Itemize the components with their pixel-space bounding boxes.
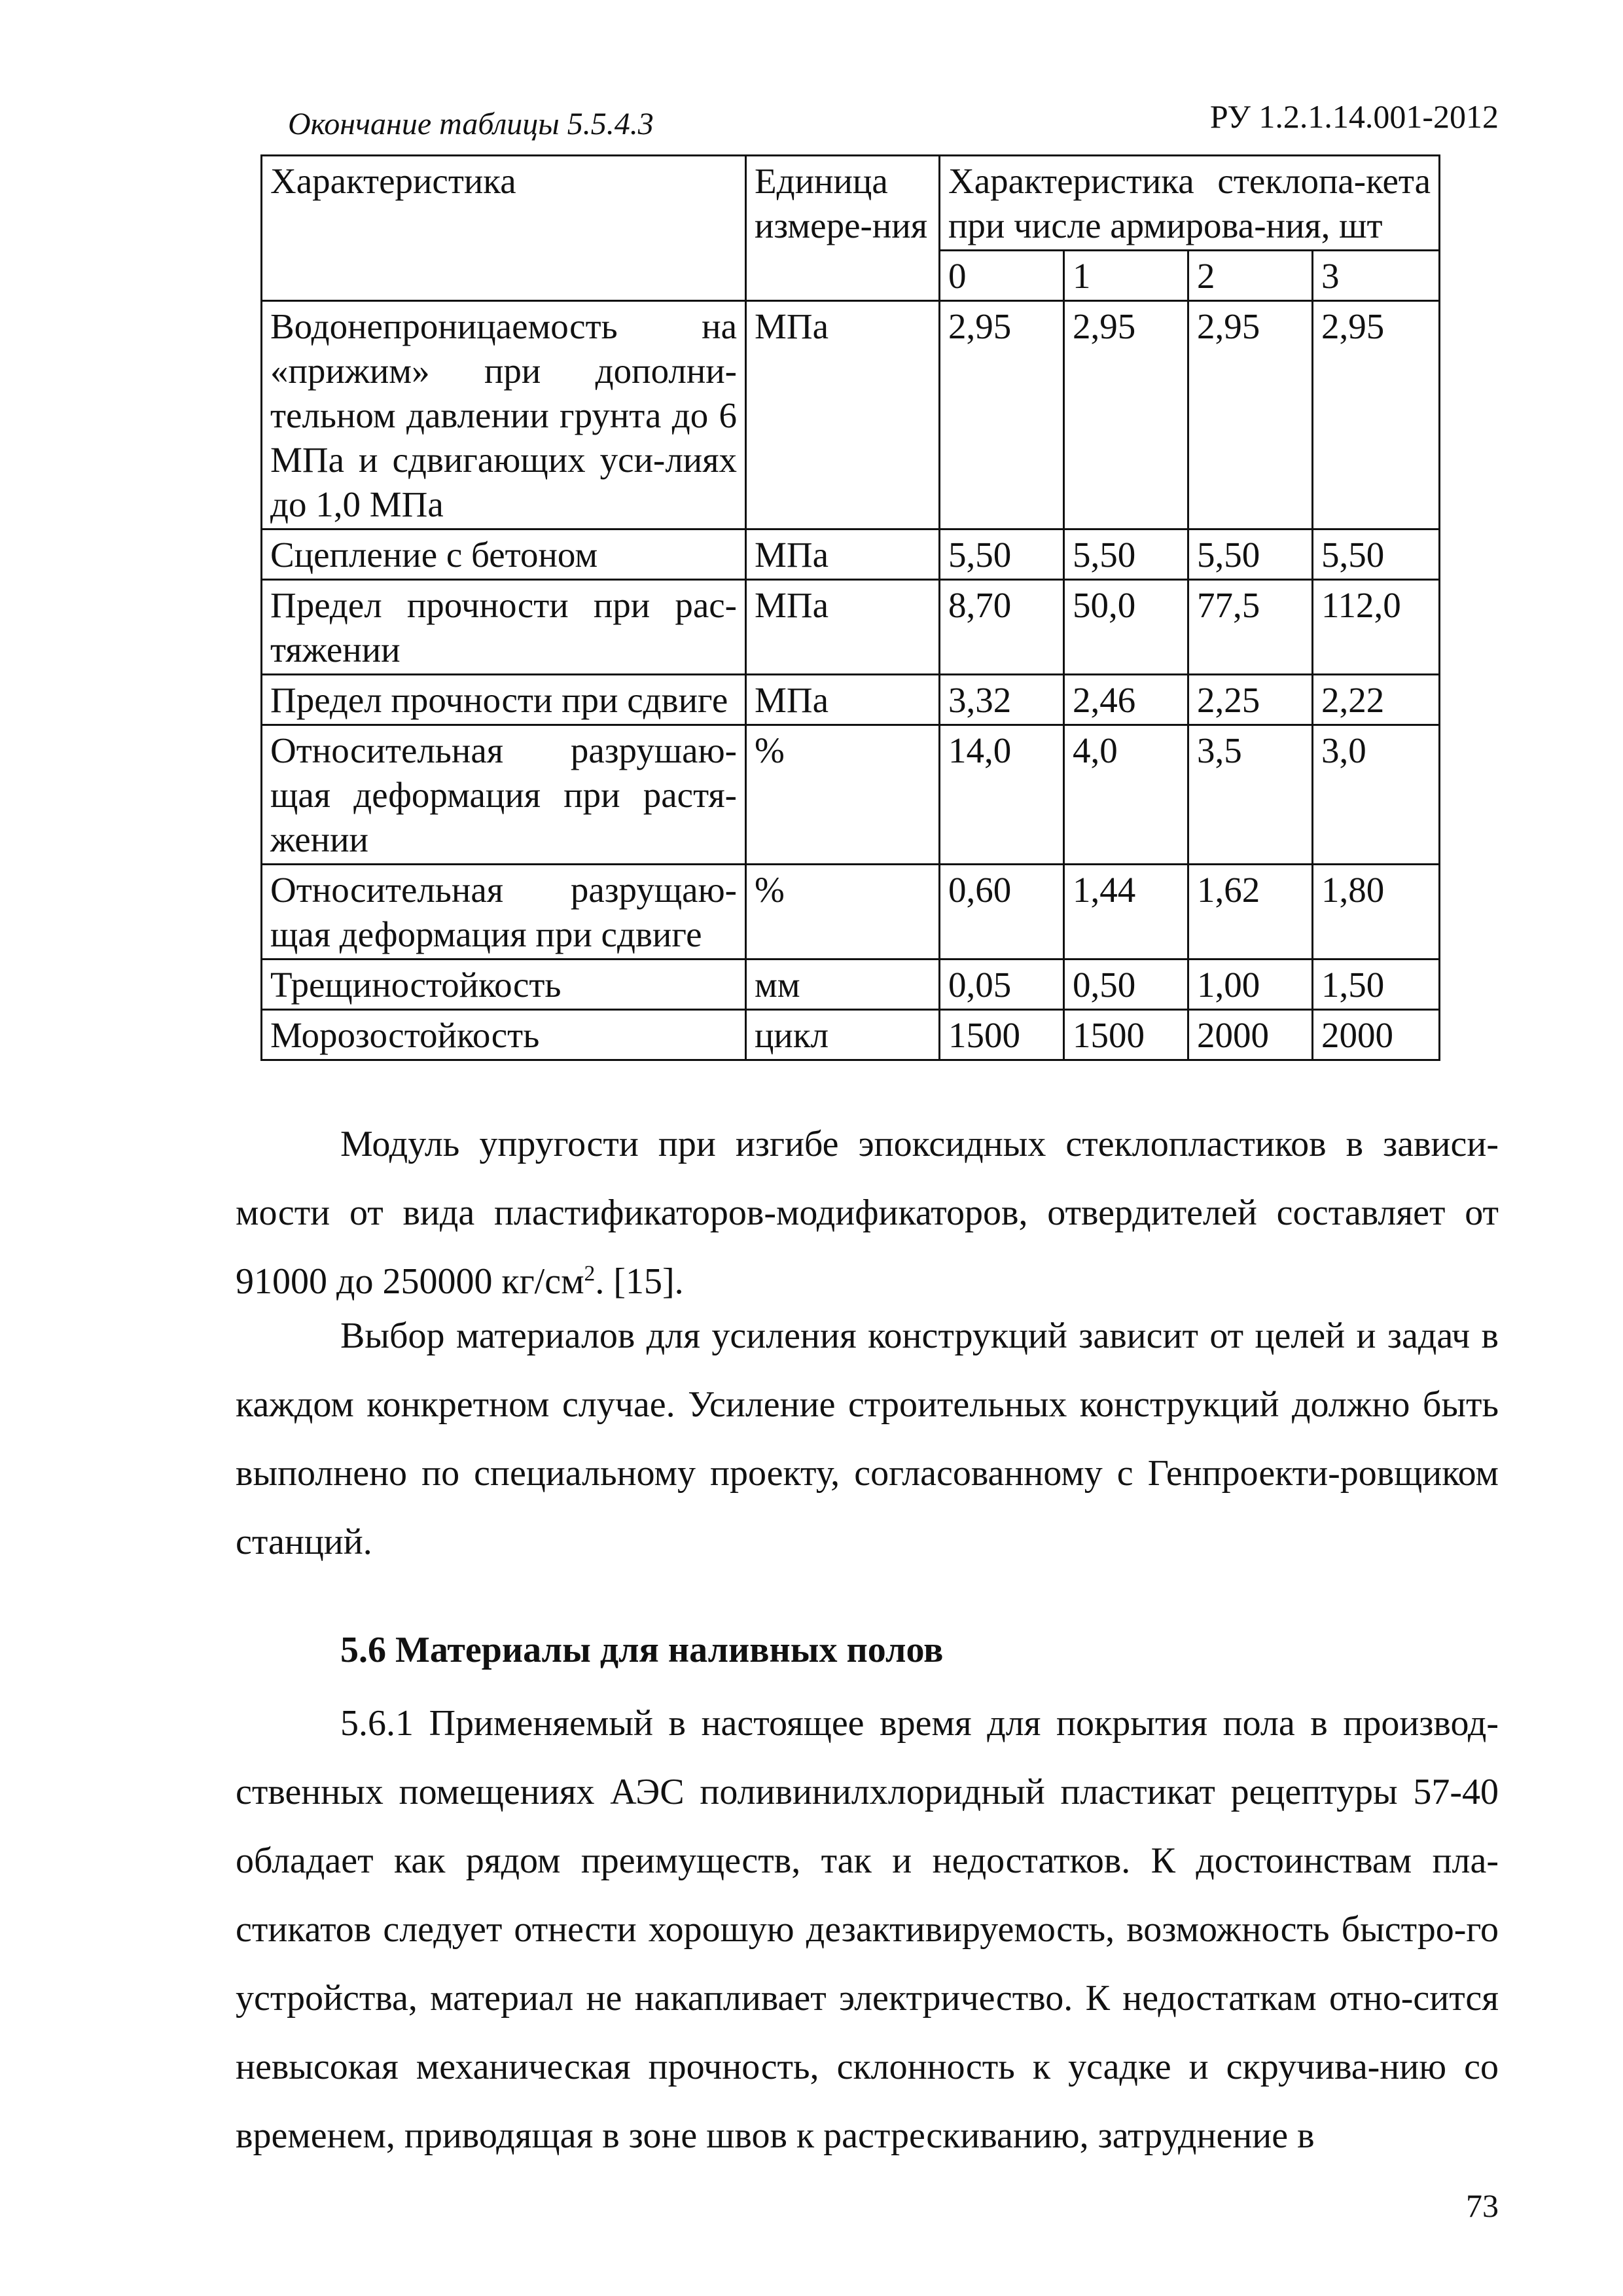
row-characteristic: Трещиностойкость <box>262 960 746 1010</box>
row-characteristic: Сцепление с бетоном <box>262 529 746 580</box>
paragraph-text: 5.6.1 Применяемый в настоящее время для покрытия пола в производ-ственных помещениях АЭС поливинилхлоридный пластикат рецептуры 57-40 обладает как рядом преимуществ, так и недостатков. К достоинствам пла-стикатов следует отнести хорошую дезактивируемость, возможность быстро-го устройства, материал не накапливает электричество. К недостаткам отно-сится невысокая механическая прочность, склонность к усадке и скручива-нию со временем, приводящая в зоне швов к растрескиванию, затруднение в <box>236 1703 1499 2156</box>
header-count-0: 0 <box>940 251 1064 301</box>
header-count-2: 2 <box>1188 251 1313 301</box>
row-value: 3,32 <box>940 675 1064 725</box>
row-value: 1,44 <box>1064 865 1188 960</box>
header-reinforcement-group: Характеристика стеклопа-кета при числе армирова-ния, шт <box>940 156 1440 251</box>
paragraph-material-choice <box>236 1302 1499 1577</box>
paragraph-pvc-flooring <box>236 1689 1499 2170</box>
document-code: РУ 1.2.1.14.001-2012 <box>1209 98 1499 135</box>
paragraph-main-text: Модуль упругости при изгибе эпоксидных стеклопластиков в зависи-мости от вида пластификаторов-модификаторов, отвердителей составляет от 91000 до 250000 кг/см <box>236 1124 1499 1302</box>
row-value: 1500 <box>1064 1010 1188 1060</box>
row-value: 2,25 <box>1188 675 1313 725</box>
paragraph-elastic-modulus <box>236 1110 1499 1316</box>
row-value: 5,50 <box>1313 529 1440 580</box>
header-unit: Единица измере-ния <box>746 156 940 301</box>
table-row <box>262 960 1440 1010</box>
row-value: 112,0 <box>1313 580 1440 675</box>
row-unit: МПа <box>746 529 940 580</box>
table-caption: Окончание таблицы 5.5.4.3 <box>288 107 654 141</box>
row-value: 77,5 <box>1188 580 1313 675</box>
row-characteristic: Предел прочности при рас-тяжении <box>262 580 746 675</box>
superscript-exponent: 2 <box>584 1261 596 1286</box>
header-count-1: 1 <box>1064 251 1188 301</box>
row-value: 2000 <box>1313 1010 1440 1060</box>
row-value: 2,95 <box>1064 301 1188 529</box>
row-value: 5,50 <box>940 529 1064 580</box>
row-value: 2,95 <box>1313 301 1440 529</box>
row-value: 5,50 <box>1188 529 1313 580</box>
table-row <box>262 725 1440 865</box>
row-value: 1,00 <box>1188 960 1313 1010</box>
row-unit: МПа <box>746 675 940 725</box>
row-value: 5,50 <box>1064 529 1188 580</box>
table-row <box>262 675 1440 725</box>
row-value: 3,0 <box>1313 725 1440 865</box>
row-value: 2,22 <box>1313 675 1440 725</box>
row-value: 0,50 <box>1064 960 1188 1010</box>
row-characteristic: Относительная разрущаю-щая деформация при сдвиге <box>262 865 746 960</box>
row-value: 3,5 <box>1188 725 1313 865</box>
specifications-table <box>260 154 1440 1061</box>
row-value: 4,0 <box>1064 725 1188 865</box>
table-header-row <box>262 156 1440 251</box>
header-characteristic: Характеристика <box>262 156 746 301</box>
row-unit: МПа <box>746 301 940 529</box>
table-row <box>262 580 1440 675</box>
row-characteristic: Морозостойкость <box>262 1010 746 1060</box>
row-value: 8,70 <box>940 580 1064 675</box>
row-unit: % <box>746 725 940 865</box>
row-value: 2,46 <box>1064 675 1188 725</box>
row-value: 0,05 <box>940 960 1064 1010</box>
row-value: 2,95 <box>1188 301 1313 529</box>
row-value: 0,60 <box>940 865 1064 960</box>
row-unit: мм <box>746 960 940 1010</box>
row-value: 14,0 <box>940 725 1064 865</box>
paragraph-text: Выбор материалов для усиления конструкций зависит от целей и задач в каждом конкретном случае. Усиление строительных конструкций должно быть выполнено по специальному проекту, согласованному с Генпроекти-ровщиком станций. <box>236 1316 1499 1562</box>
paragraph-text <box>236 1110 1499 1316</box>
page-number: 73 <box>1466 2187 1499 2224</box>
row-unit: % <box>746 865 940 960</box>
section-heading: 5.6 Материалы для наливных полов <box>340 1630 944 1670</box>
row-characteristic: Водонепроницаемость на «прижим» при дополни-тельном давлении грунта до 6 МПа и сдвигающих уси-лиях до 1,0 МПа <box>262 301 746 529</box>
paragraph-reference: . [15]. <box>595 1261 684 1302</box>
table-row <box>262 865 1440 960</box>
row-characteristic: Предел прочности при сдвиге <box>262 675 746 725</box>
row-characteristic: Относительная разрушаю-щая деформация при растя-жении <box>262 725 746 865</box>
row-unit: МПа <box>746 580 940 675</box>
row-value: 50,0 <box>1064 580 1188 675</box>
row-unit: цикл <box>746 1010 940 1060</box>
header-count-3: 3 <box>1313 251 1440 301</box>
row-value: 2,95 <box>940 301 1064 529</box>
row-value: 1,62 <box>1188 865 1313 960</box>
row-value: 1500 <box>940 1010 1064 1060</box>
table-row <box>262 1010 1440 1060</box>
row-value: 2000 <box>1188 1010 1313 1060</box>
row-value: 1,80 <box>1313 865 1440 960</box>
row-value: 1,50 <box>1313 960 1440 1010</box>
table-row <box>262 529 1440 580</box>
table-row <box>262 301 1440 529</box>
